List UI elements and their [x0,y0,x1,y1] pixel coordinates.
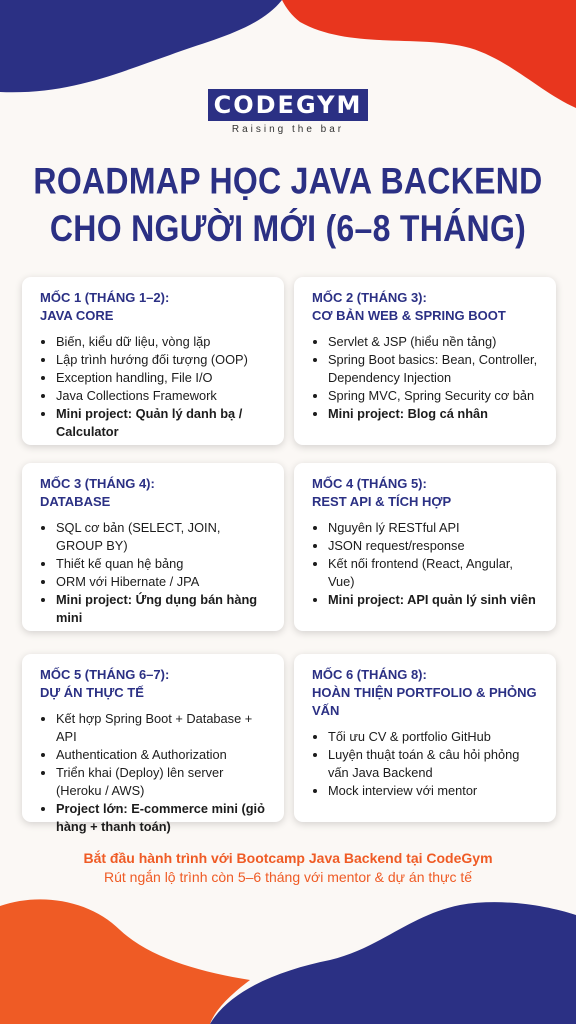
milestone-card-3 [22,463,284,631]
mini-project-item: • Mini project: Blog cá nhân [328,405,542,423]
list-item: • Thiết kế quan hệ bảng [56,555,270,573]
bottom-right-wave [210,902,576,1024]
logo-tagline: Raising the bar [231,124,345,135]
top-left-wave [0,0,282,92]
logo-text: CODEGYM [213,91,363,119]
milestone-card-2 [294,277,556,445]
milestone-label: MỐC 6 (THÁNG 8): [312,667,427,682]
list-item: • Java Collections Framework [56,387,270,405]
list-item: • Authentication & Authorization [56,746,270,764]
list-item: • ORM với Hibernate / JPA [56,573,270,591]
milestone-topic: REST API & TÍCH HỢP [312,494,452,509]
list-item: • JSON request/response [328,537,542,555]
milestone-card-5 [22,654,284,834]
list-item: • Luyện thuật toán & câu hỏi phỏng vấn Java Backend [328,746,542,782]
list-item: • Tối ưu CV & portfolio GitHub [328,728,542,746]
milestone-label: MỐC 3 (THÁNG 4): [40,476,155,491]
milestone-topic: DỰ ÁN THỰC TẾ [40,685,144,700]
list-item: • SQL cơ bản (SELECT, JOIN, GROUP BY) [56,519,270,555]
codegym-logo [208,89,368,121]
milestone-label: MỐC 1 (THÁNG 1–2): [40,290,170,305]
list-item: • Kết hợp Spring Boot + Database + API [56,710,270,746]
milestone-topic: JAVA CORE [40,308,114,323]
footer-cta: Bắt đầu hành trình với Bootcamp Java Backend tại CodeGym [83,850,493,866]
milestone-card-4 [294,463,556,631]
mini-project-item: • Mini project: API quản lý sinh viên [328,591,542,609]
title-line-2: CHO NGƯỜI MỚI (6–8 THÁNG) [49,207,527,249]
bottom-left-wave [0,899,250,1024]
mini-project-item: • Mini project: Quản lý danh bạ / Calculator [56,405,270,441]
milestone-card-1 [22,277,284,445]
mini-project-item: • Mini project: Ứng dụng bán hàng mini [56,591,270,627]
list-item: • Mock interview với mentor [328,782,542,800]
big-project-item: • Project lớn: E-commerce mini (giỏ hàng + thanh toán) [56,800,270,836]
list-item: • Triển khai (Deploy) lên server (Heroku / AWS) [56,764,270,800]
milestone-topic: DATABASE [40,494,111,509]
title-line-1: ROADMAP HỌC JAVA BACKEND [33,160,543,202]
milestone-card-6 [294,654,556,822]
list-item: • Kết nối frontend (React, Angular, Vue) [328,555,542,591]
list-item: • Spring MVC, Spring Security cơ bản [328,387,542,405]
list-item: • Servlet & JSP (hiểu nền tảng) [328,333,542,351]
list-item: • Exception handling, File I/O [56,369,270,387]
list-item: • Lập trình hướng đối tượng (OOP) [56,351,270,369]
footer-subtext: Rút ngắn lộ trình còn 5–6 tháng với mentor & dự án thực tế [103,869,473,885]
list-item: • Spring Boot basics: Bean, Controller, Dependency Injection [328,351,542,387]
milestone-label: MỐC 2 (THÁNG 3): [312,290,427,305]
milestone-label: MỐC 5 (THÁNG 6–7): [40,667,170,682]
milestone-topic: HOÀN THIỆN PORTFOLIO & PHỎNG VẤN [312,685,537,718]
milestone-topic: CƠ BẢN WEB & SPRING BOOT [312,308,506,323]
milestone-label: MỐC 4 (THÁNG 5): [312,476,427,491]
list-item: • Nguyên lý RESTful API [328,519,542,537]
page-title [0,158,576,252]
list-item: • Biến, kiểu dữ liệu, vòng lặp [56,333,270,351]
